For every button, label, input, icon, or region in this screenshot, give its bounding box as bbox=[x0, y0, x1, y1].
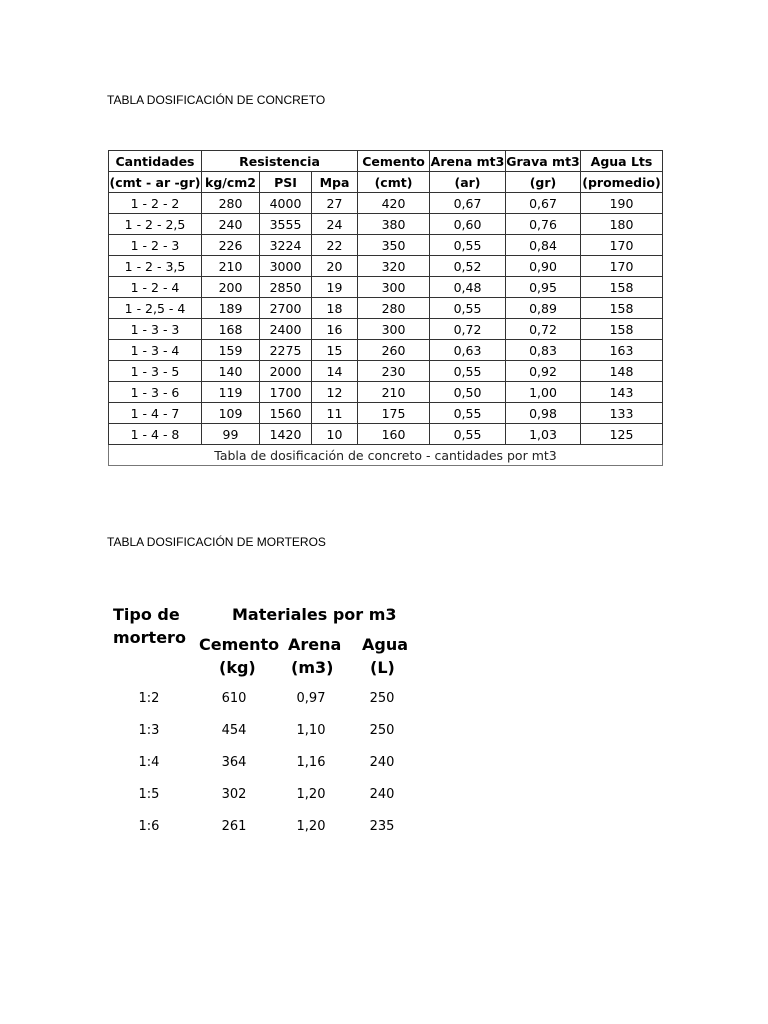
cell-arena: 0,55 bbox=[430, 298, 506, 319]
cell-kg: 99 bbox=[202, 424, 260, 445]
table-row bbox=[109, 319, 663, 340]
cell-cantidades: 1 - 4 - 7 bbox=[109, 403, 202, 424]
subheader-arena: (ar) bbox=[430, 172, 506, 193]
cell-kg: 168 bbox=[202, 319, 260, 340]
table-row bbox=[109, 340, 663, 361]
cell-grava: 0,76 bbox=[506, 214, 581, 235]
cell-grava: 0,84 bbox=[506, 235, 581, 256]
cell-kg: 159 bbox=[202, 340, 260, 361]
cell-kg: 210 bbox=[202, 256, 260, 277]
cell-kg: 119 bbox=[202, 382, 260, 403]
cell-cemento: 260 bbox=[358, 340, 430, 361]
cell-psi: 2000 bbox=[260, 361, 312, 382]
cell-mpa: 19 bbox=[312, 277, 358, 298]
table-row bbox=[109, 382, 663, 403]
mortar-cell-cemento: 364 bbox=[221, 755, 247, 770]
cell-mpa: 27 bbox=[312, 193, 358, 214]
cell-arena: 0,67 bbox=[430, 193, 506, 214]
table-row bbox=[109, 403, 663, 424]
mortar-cell-tipo: 1:4 bbox=[138, 755, 160, 770]
cell-psi: 2275 bbox=[260, 340, 312, 361]
mortar-header-arena-line1: Arena bbox=[288, 635, 342, 654]
subheader-kg: kg/cm2 bbox=[202, 172, 260, 193]
mortar-cell-cemento: 454 bbox=[221, 723, 247, 738]
mortar-header-agua-line1: Agua bbox=[362, 635, 409, 654]
mortar-cell-agua: 250 bbox=[369, 691, 395, 706]
cell-psi: 1560 bbox=[260, 403, 312, 424]
cell-psi: 2700 bbox=[260, 298, 312, 319]
cell-agua: 163 bbox=[581, 340, 663, 361]
subheader-mpa: Mpa bbox=[312, 172, 358, 193]
mortar-cell-tipo: 1:2 bbox=[138, 691, 160, 706]
concrete-table-caption: Tabla de dosificación de concreto - cantidades por mt3 bbox=[109, 445, 663, 466]
cell-mpa: 22 bbox=[312, 235, 358, 256]
cell-mpa: 24 bbox=[312, 214, 358, 235]
cell-cantidades: 1 - 2 - 4 bbox=[109, 277, 202, 298]
cell-psi: 4000 bbox=[260, 193, 312, 214]
cell-cemento: 300 bbox=[358, 277, 430, 298]
cell-kg: 200 bbox=[202, 277, 260, 298]
cell-cemento: 380 bbox=[358, 214, 430, 235]
cell-arena: 0,55 bbox=[430, 403, 506, 424]
cell-cemento: 320 bbox=[358, 256, 430, 277]
cell-arena: 0,50 bbox=[430, 382, 506, 403]
subheader-grava: (gr) bbox=[506, 172, 581, 193]
cell-mpa: 12 bbox=[312, 382, 358, 403]
mortar-header-arena-line2: (m3) bbox=[291, 658, 334, 677]
cell-cemento: 210 bbox=[358, 382, 430, 403]
subheader-cantidades: (cmt - ar -gr) bbox=[109, 172, 202, 193]
cell-kg: 109 bbox=[202, 403, 260, 424]
mortar-header-materiales: Materiales por m3 bbox=[232, 605, 397, 624]
mortar-cell-cemento: 610 bbox=[221, 691, 247, 706]
concrete-header-row-1 bbox=[109, 151, 663, 172]
table-row bbox=[109, 361, 663, 382]
table-row bbox=[109, 193, 663, 214]
cell-cemento: 420 bbox=[358, 193, 430, 214]
cell-kg: 226 bbox=[202, 235, 260, 256]
cell-cantidades: 1 - 4 - 8 bbox=[109, 424, 202, 445]
cell-cantidades: 1 - 2 - 2,5 bbox=[109, 214, 202, 235]
concrete-dosage-table bbox=[108, 150, 663, 466]
cell-agua: 158 bbox=[581, 298, 663, 319]
mortar-cell-tipo: 1:6 bbox=[138, 819, 160, 834]
cell-agua: 125 bbox=[581, 424, 663, 445]
mortar-cell-cemento: 261 bbox=[221, 819, 247, 834]
cell-arena: 0,63 bbox=[430, 340, 506, 361]
cell-cantidades: 1 - 2 - 2 bbox=[109, 193, 202, 214]
cell-arena: 0,72 bbox=[430, 319, 506, 340]
cell-grava: 1,00 bbox=[506, 382, 581, 403]
cell-psi: 3000 bbox=[260, 256, 312, 277]
cell-psi: 2850 bbox=[260, 277, 312, 298]
concrete-header-row-2 bbox=[109, 172, 663, 193]
header-grava: Grava mt3 bbox=[506, 151, 581, 172]
header-cantidades: Cantidades bbox=[109, 151, 202, 172]
mortar-header-cemento-line2: (kg) bbox=[219, 658, 256, 677]
cell-grava: 0,95 bbox=[506, 277, 581, 298]
mortar-header-tipo-line2: mortero bbox=[113, 628, 186, 647]
cell-agua: 148 bbox=[581, 361, 663, 382]
cell-mpa: 18 bbox=[312, 298, 358, 319]
table-row bbox=[109, 235, 663, 256]
cell-cantidades: 1 - 3 - 6 bbox=[109, 382, 202, 403]
table-row bbox=[109, 424, 663, 445]
cell-cemento: 280 bbox=[358, 298, 430, 319]
cell-arena: 0,55 bbox=[430, 361, 506, 382]
header-cemento: Cemento bbox=[358, 151, 430, 172]
cell-cemento: 300 bbox=[358, 319, 430, 340]
cell-mpa: 15 bbox=[312, 340, 358, 361]
mortar-cell-agua: 240 bbox=[369, 755, 395, 770]
table-row bbox=[109, 298, 663, 319]
cell-grava: 0,89 bbox=[506, 298, 581, 319]
mortar-cell-tipo: 1:5 bbox=[138, 787, 160, 802]
cell-arena: 0,48 bbox=[430, 277, 506, 298]
cell-cemento: 230 bbox=[358, 361, 430, 382]
cell-kg: 140 bbox=[202, 361, 260, 382]
mortar-header-cemento-line1: Cemento bbox=[199, 635, 280, 654]
cell-arena: 0,55 bbox=[430, 424, 506, 445]
mortar-cell-agua: 235 bbox=[369, 819, 395, 834]
cell-grava: 0,72 bbox=[506, 319, 581, 340]
subheader-cemento: (cmt) bbox=[358, 172, 430, 193]
cell-cemento: 350 bbox=[358, 235, 430, 256]
mortar-cell-agua: 250 bbox=[369, 723, 395, 738]
mortar-cell-arena: 1,20 bbox=[296, 787, 326, 802]
mortar-cell-cemento: 302 bbox=[221, 787, 247, 802]
cell-cantidades: 1 - 2,5 - 4 bbox=[109, 298, 202, 319]
header-resistencia: Resistencia bbox=[202, 151, 358, 172]
cell-agua: 133 bbox=[581, 403, 663, 424]
cell-mpa: 20 bbox=[312, 256, 358, 277]
cell-psi: 3555 bbox=[260, 214, 312, 235]
mortar-cell-arena: 1,10 bbox=[296, 723, 326, 738]
mortar-cell-agua: 240 bbox=[369, 787, 395, 802]
cell-agua: 190 bbox=[581, 193, 663, 214]
cell-arena: 0,60 bbox=[430, 214, 506, 235]
cell-grava: 0,67 bbox=[506, 193, 581, 214]
cell-cemento: 160 bbox=[358, 424, 430, 445]
subheader-psi: PSI bbox=[260, 172, 312, 193]
cell-psi: 1700 bbox=[260, 382, 312, 403]
cell-agua: 180 bbox=[581, 214, 663, 235]
cell-cantidades: 1 - 3 - 5 bbox=[109, 361, 202, 382]
mortar-cell-arena: 1,20 bbox=[296, 819, 326, 834]
cell-arena: 0,52 bbox=[430, 256, 506, 277]
header-arena: Arena mt3 bbox=[430, 151, 506, 172]
mortar-cell-arena: 0,97 bbox=[296, 691, 326, 706]
mortar-header-agua-line2: (L) bbox=[370, 658, 395, 677]
heading-mortar: TABLA DOSIFICACIÓN DE MORTEROS bbox=[107, 535, 326, 549]
cell-agua: 158 bbox=[581, 319, 663, 340]
cell-grava: 0,92 bbox=[506, 361, 581, 382]
cell-psi: 2400 bbox=[260, 319, 312, 340]
heading-concrete: TABLA DOSIFICACIÓN DE CONCRETO bbox=[107, 93, 326, 107]
cell-cemento: 175 bbox=[358, 403, 430, 424]
table-row bbox=[109, 277, 663, 298]
cell-grava: 0,90 bbox=[506, 256, 581, 277]
cell-grava: 0,83 bbox=[506, 340, 581, 361]
table-row bbox=[109, 256, 663, 277]
mortar-dosage-table bbox=[108, 597, 408, 837]
cell-grava: 1,03 bbox=[506, 424, 581, 445]
cell-grava: 0,98 bbox=[506, 403, 581, 424]
cell-agua: 143 bbox=[581, 382, 663, 403]
cell-agua: 170 bbox=[581, 256, 663, 277]
cell-kg: 240 bbox=[202, 214, 260, 235]
cell-cantidades: 1 - 3 - 4 bbox=[109, 340, 202, 361]
table-row bbox=[109, 214, 663, 235]
cell-psi: 1420 bbox=[260, 424, 312, 445]
cell-kg: 280 bbox=[202, 193, 260, 214]
subheader-agua: (promedio) bbox=[581, 172, 663, 193]
cell-psi: 3224 bbox=[260, 235, 312, 256]
cell-agua: 158 bbox=[581, 277, 663, 298]
cell-mpa: 11 bbox=[312, 403, 358, 424]
cell-cantidades: 1 - 3 - 3 bbox=[109, 319, 202, 340]
header-agua: Agua Lts bbox=[581, 151, 663, 172]
mortar-header-tipo-line1: Tipo de bbox=[113, 605, 180, 624]
cell-cantidades: 1 - 2 - 3 bbox=[109, 235, 202, 256]
mortar-cell-arena: 1,16 bbox=[296, 755, 326, 770]
cell-mpa: 14 bbox=[312, 361, 358, 382]
cell-mpa: 16 bbox=[312, 319, 358, 340]
cell-agua: 170 bbox=[581, 235, 663, 256]
concrete-caption-row bbox=[109, 445, 663, 466]
concrete-table-body bbox=[109, 193, 663, 445]
cell-kg: 189 bbox=[202, 298, 260, 319]
mortar-cell-tipo: 1:3 bbox=[138, 723, 160, 738]
cell-cantidades: 1 - 2 - 3,5 bbox=[109, 256, 202, 277]
cell-mpa: 10 bbox=[312, 424, 358, 445]
cell-arena: 0,55 bbox=[430, 235, 506, 256]
